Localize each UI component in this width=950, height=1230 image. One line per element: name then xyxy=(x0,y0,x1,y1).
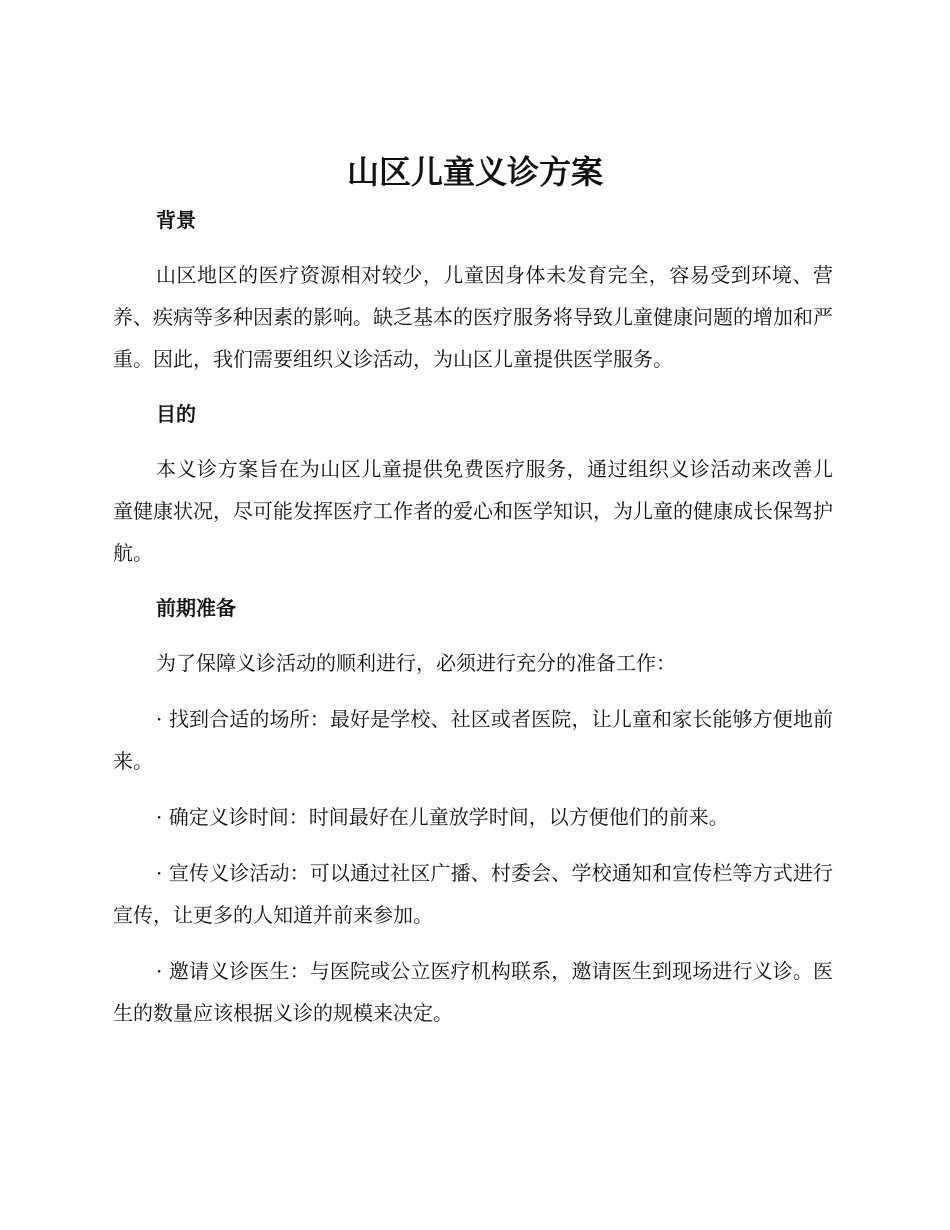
section-heading-purpose: 目的 xyxy=(156,402,196,426)
preparation-item-venue: · 找到合适的场所：最好是学校、社区或者医院，让儿童和家长能够方便地前来。 xyxy=(113,707,833,773)
purpose-paragraph: 本义诊方案旨在为山区儿童提供免费医疗服务，通过组织义诊活动来改善儿童健康状况，尽可能发挥医疗工作者的爱心和医学知识，为儿童的健康成长保驾护航。 xyxy=(113,457,833,565)
section-heading-preparation: 前期准备 xyxy=(156,596,236,620)
background-paragraph: 山区地区的医疗资源相对较少，儿童因身体未发育完全，容易受到环境、营养、疾病等多种因素的影响。缺乏基本的医疗服务将导致儿童健康问题的增加和严重。因此，我们需要组织义诊活动，为山区儿童提供医学服务。 xyxy=(113,263,833,371)
preparation-item-publicity: · 宣传义诊活动：可以通过社区广播、村委会、学校通知和宣传栏等方式进行宣传，让更多的人知道并前来参加。 xyxy=(113,861,833,927)
document-body xyxy=(113,200,833,1034)
preparation-item-doctors: · 邀请义诊医生：与医院或公立医疗机构联系，邀请医生到现场进行义诊。医生的数量应该根据义诊的规模来决定。 xyxy=(113,959,833,1025)
document-title: 山区儿童义诊方案 xyxy=(346,153,603,191)
preparation-item-time: · 确定义诊时间：时间最好在儿童放学时间，以方便他们的前来。 xyxy=(156,805,729,829)
section-heading-background: 背景 xyxy=(156,208,196,232)
preparation-intro: 为了保障义诊活动的顺利进行，必须进行充分的准备工作： xyxy=(156,651,676,675)
